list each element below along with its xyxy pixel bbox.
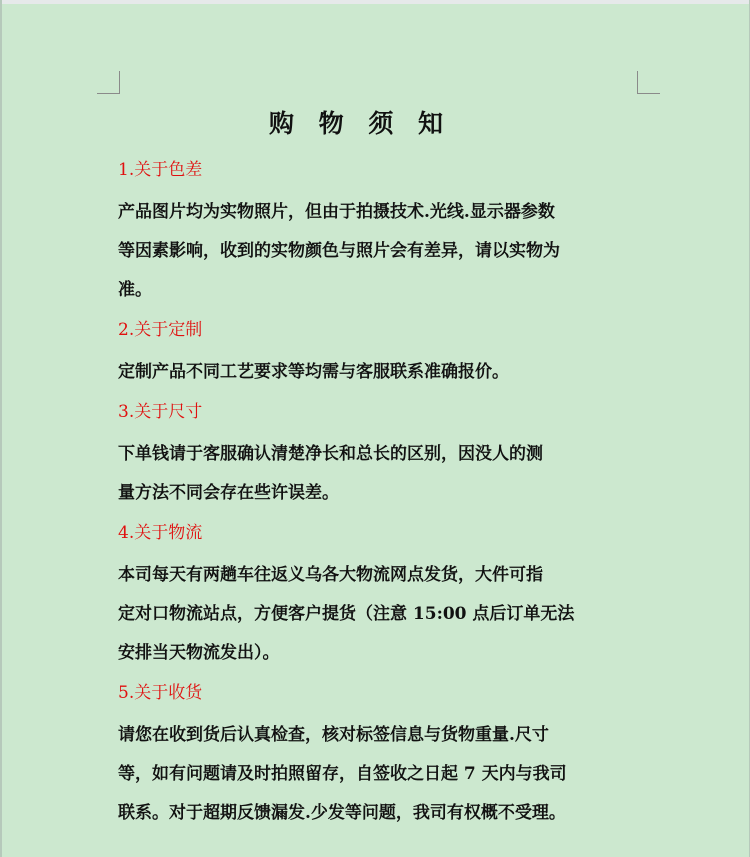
text-line: 等，如有问题请及时拍照留存，自签收之日起 7 天内与我司 [118,764,567,784]
document-body [118,155,643,833]
window-top-edge [0,0,750,4]
section-heading-size: 3.关于尺寸 [118,402,203,422]
text-line: 下单钱请于客服确认清楚净长和总长的区别，因没人的测 [118,444,543,464]
section-heading-receiving: 5.关于收货 [118,683,203,703]
section-body-receiving [118,716,643,833]
section-body-color-difference [118,193,643,310]
text-line: 产品图片均为实物照片，但由于拍摄技术.光线.显示器参数 [118,202,555,222]
text-line: 准。 [118,280,152,300]
text-line: 安排当天物流发出）。 [118,643,280,663]
text-line: 请您在收到货后认真检查，核对标签信息与货物重量.尺寸 [118,725,549,745]
text-line: 量方法不同会存在些许误差。 [118,483,339,503]
section-body-customization [118,353,643,392]
section-heading-customization: 2.关于定制 [118,320,203,340]
section-body-size [118,435,643,513]
text-line: 联系。对于超期反馈漏发.少发等问题，我司有权概不受理。 [118,803,566,823]
text-line: 本司每天有两趟车往返义乌各大物流网点发货，大件可指 [118,565,543,585]
text-line: 等因素影响，收到的实物颜色与照片会有差异，请以实物为 [118,241,560,261]
text-line: 定对口物流站点，方便客户提货（注意 15:00 点后订单无法 [118,604,575,624]
page-title: 购 物 须 知 [268,109,452,138]
crop-mark-top-left [97,71,120,94]
section-body-logistics [118,556,643,673]
section-heading-color-difference: 1.关于色差 [118,160,203,180]
section-heading-logistics: 4.关于物流 [118,523,203,543]
text-line: 定制产品不同工艺要求等均需与客服联系准确报价。 [118,362,509,382]
crop-mark-top-right [637,71,660,94]
